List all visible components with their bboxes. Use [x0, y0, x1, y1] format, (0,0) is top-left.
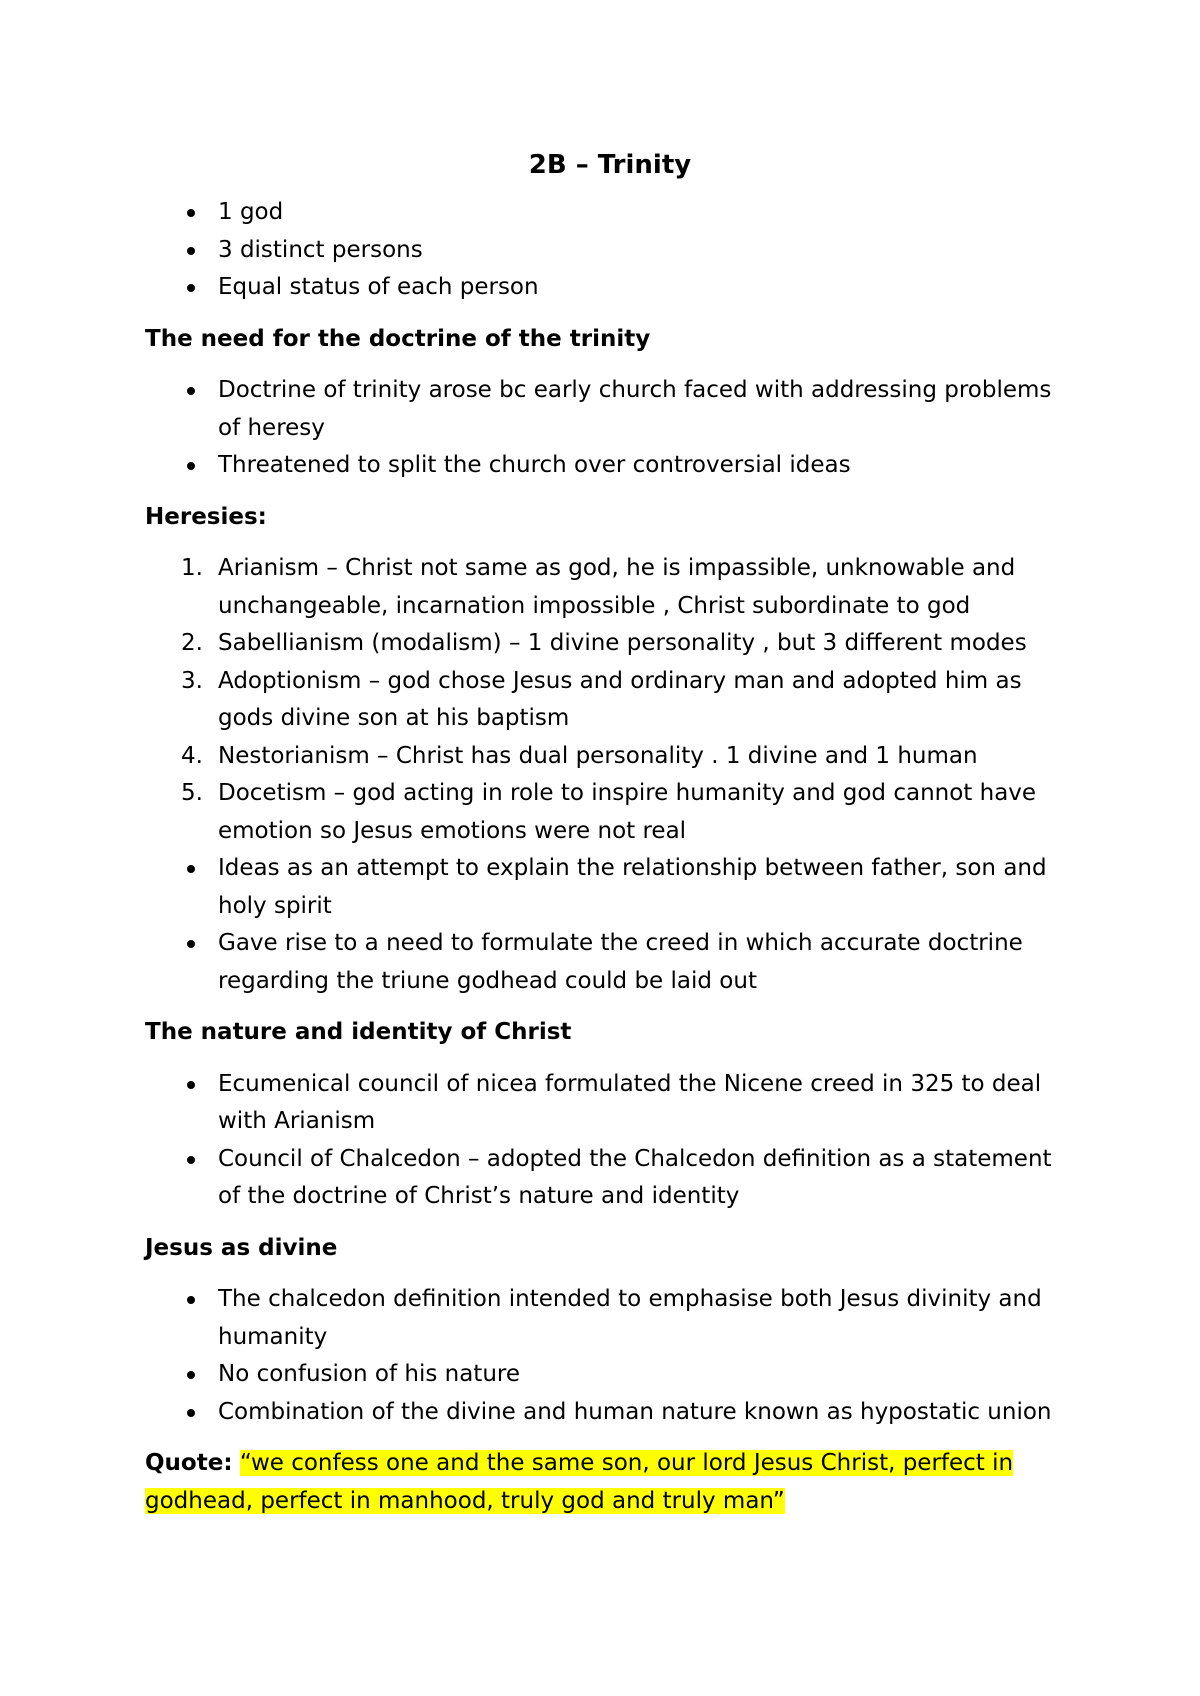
section-heading-divine: Jesus as divine — [145, 1234, 338, 1261]
item-number: 5. — [181, 780, 203, 806]
heresies-bullet-list — [145, 850, 1075, 1000]
section-heading-need: The need for the doctrine of the trinity — [145, 325, 651, 352]
heresies-numbered-list — [145, 550, 1075, 850]
list-item: No confusion of his nature — [218, 1361, 520, 1387]
item-number: 4. — [181, 742, 203, 769]
numbered-item: 5. Docetism – god acting in role to inspire humanity and god cannot have emotion so Jesus emotions were not real — [145, 775, 1075, 850]
list-item: The chalcedon definition intended to emphasise both Jesus divinity and humanity — [218, 1286, 1042, 1350]
numbered-item: 2. Sabellianism (modalism) – 1 divine personality , but 3 different modes — [145, 625, 1075, 663]
list-item: Ideas as an attempt to explain the relationship between father, son and holy spirit — [218, 855, 1047, 919]
need-bullet-list — [145, 372, 1075, 485]
list-item: Council of Chalcedon – adopted the Chalcedon definition as a statement of the doctrine of Christ’s nature and identity — [218, 1145, 1052, 1209]
divine-bullet-list — [145, 1281, 1075, 1431]
numbered-item: 1. Arianism – Christ not same as god, he is impassible, unknowable and unchangeable, incarnation impossible , Christ subordinate to god — [145, 550, 1075, 625]
intro-bullet-list — [145, 194, 1075, 307]
list-item: Combination of the divine and human nature known as hypostatic union — [218, 1398, 1052, 1425]
section-heading-heresies: Heresies: — [145, 503, 267, 530]
numbered-item: 3. Adoptionism – god chose Jesus and ordinary man and adopted him as gods divine son at his baptism — [145, 663, 1075, 738]
list-item: Doctrine of trinity arose bc early church faced with addressing problems of heresy — [218, 377, 1052, 441]
list-item: Gave rise to a need to formulate the creed in which accurate doctrine regarding the triune godhead could be laid out — [218, 930, 1023, 994]
section-heading-nature: The nature and identity of Christ — [145, 1019, 572, 1045]
list-item: 3 distinct persons — [218, 236, 423, 263]
item-number: 3. — [181, 667, 203, 694]
list-item: 1 god — [218, 199, 284, 225]
quote-paragraph — [145, 1445, 1075, 1520]
nature-bullet-list — [145, 1066, 1075, 1216]
list-item: Equal status of each person — [218, 274, 539, 300]
list-item: Ecumenical council of nicea formulated the Nicene creed in 325 to deal with Arianism — [218, 1070, 1042, 1134]
document-page — [145, 145, 1075, 1520]
quote-label: Quote: — [145, 1450, 233, 1476]
item-number: 2. — [181, 630, 203, 656]
numbered-item: 4. Nestorianism – Christ has dual personality . 1 divine and 1 human — [145, 738, 1075, 776]
list-item: Threatened to split the church over controversial ideas — [218, 452, 851, 478]
item-number: 1. — [181, 555, 203, 581]
highlighted-quote: “we confess one and the same son, our lord Jesus Christ, perfect in godhead, perfect in manhood, truly god and truly man” — [145, 1450, 1014, 1514]
document-title: 2B – Trinity — [528, 150, 692, 180]
